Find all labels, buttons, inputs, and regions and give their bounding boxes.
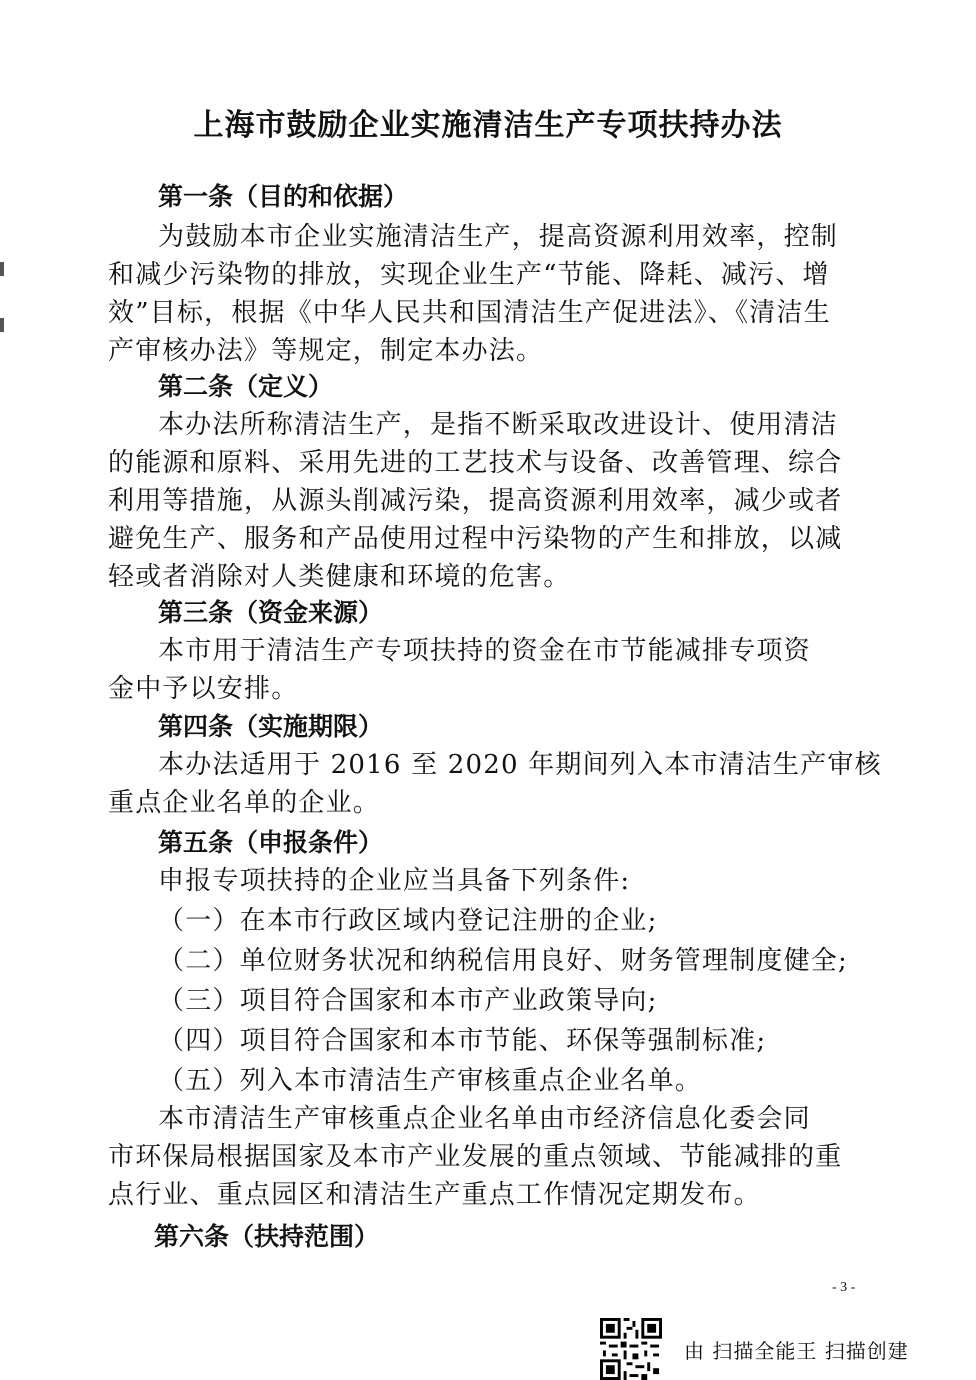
paragraph-line: 本市用于清洁生产专项扶持的资金在市节能减排专项资: [158, 636, 811, 666]
article-5-heading: 第五条（申报条件）: [158, 828, 384, 857]
paragraph-line: 避免生产、服务和产品使用过程中污染物的产生和排放，以减: [108, 524, 843, 554]
paragraph-line: 本市清洁生产审核重点企业名单由市经济信息化委会同: [158, 1104, 811, 1134]
article-6-heading: 第六条（扶持范围）: [154, 1222, 380, 1251]
paragraph-line: 和减少污染物的排放，实现企业生产“节能、降耗、减污、增: [108, 260, 830, 290]
paragraph-line: 产审核办法》等规定，制定本办法。: [108, 336, 544, 366]
scan-edge-mark: [0, 262, 4, 276]
list-item: （四）项目符合国家和本市节能、环保等强制标准;: [158, 1026, 767, 1056]
paragraph-line: 重点企业名单的企业。: [108, 788, 381, 818]
paragraph-line: 效”目标，根据《中华人民共和国清洁生产促进法》、《清洁生: [108, 298, 831, 328]
paragraph-line: 轻或者消除对人类健康和环境的危害。: [108, 562, 571, 592]
list-item: （一）在本市行政区域内登记注册的企业;: [158, 906, 658, 936]
paragraph-line: 利用等措施，从源头削减污染，提高资源利用效率，减少或者: [108, 486, 843, 516]
article-4-heading: 第四条（实施期限）: [158, 712, 384, 741]
paragraph-line: 市环保局根据国家及本市产业发展的重点领域、节能减排的重: [108, 1142, 843, 1172]
list-item: （二）单位财务状况和纳税信用良好、财务管理制度健全;: [158, 946, 848, 976]
document-title: 上海市鼓励企业实施清洁生产专项扶持办法: [193, 108, 783, 143]
page-number: - 3 -: [832, 1280, 856, 1295]
paragraph-line: 的能源和原料、采用先进的工艺技术与设备、改善管理、综合: [108, 448, 843, 478]
paragraph-line: 点行业、重点园区和清洁生产重点工作情况定期发布。: [108, 1180, 761, 1210]
article-2-heading: 第二条（定义）: [158, 372, 334, 401]
paragraph-line: 金中予以安排。: [108, 674, 299, 704]
paragraph-line: 本办法适用于 2016 至 2020 年期间列入本市清洁生产审核: [158, 750, 882, 780]
qr-code-icon: [600, 1318, 662, 1380]
paragraph-line: 为鼓励本市企业实施清洁生产，提高资源利用效率，控制: [158, 222, 839, 252]
paragraph-line: 本办法所称清洁生产，是指不断采取改进设计、使用清洁: [158, 410, 839, 440]
article-3-heading: 第三条（资金来源）: [158, 598, 384, 627]
article-1-heading: 第一条（目的和依据）: [158, 182, 409, 211]
list-item: （三）项目符合国家和本市产业政策导向;: [158, 986, 658, 1016]
scanner-watermark: 由 扫描全能王 扫描创建: [684, 1339, 909, 1363]
paragraph-line: 申报专项扶持的企业应当具备下列条件:: [158, 866, 631, 896]
list-item: （五）列入本市清洁生产审核重点企业名单。: [158, 1066, 703, 1096]
scan-edge-mark: [0, 318, 4, 332]
